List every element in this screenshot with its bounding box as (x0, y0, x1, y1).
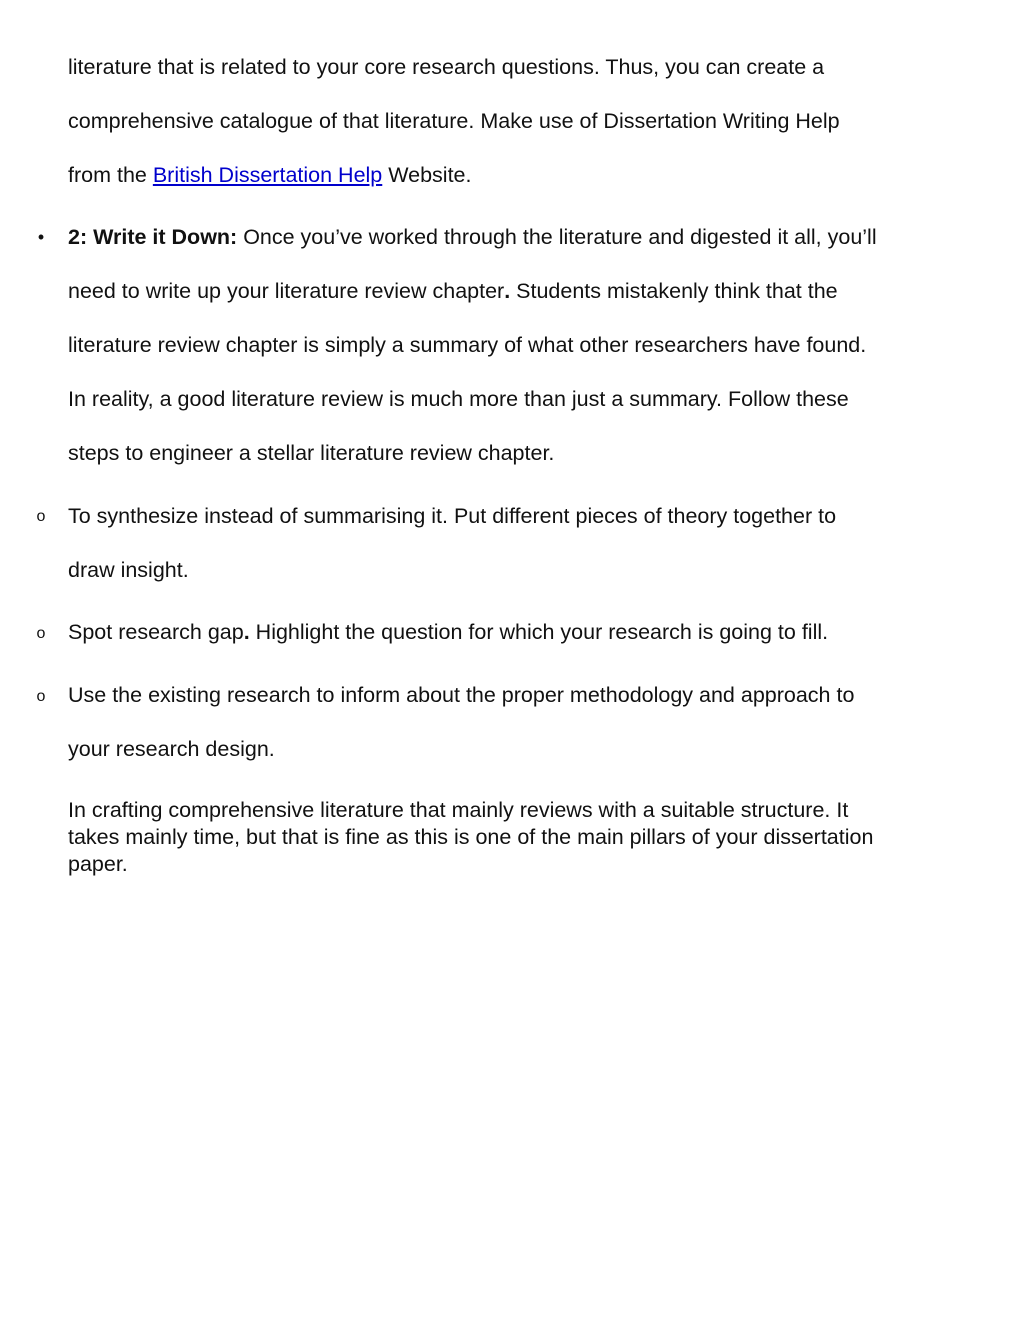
step2-line-2-b: Students mistakenly think that the (510, 279, 838, 303)
step2-line-1-text: Once you’ve worked through the literature and digested it all, you’ll (237, 225, 877, 249)
step2-paragraph (68, 210, 968, 480)
intro-line-2: comprehensive catalogue of that literature. Make use of Dissertation Writing Help (68, 109, 840, 133)
step2-bullet-icon: • (37, 227, 45, 247)
intro-line-1: literature that is related to your core research questions. Thus, you can create a (68, 55, 825, 79)
closing-paragraph (68, 797, 968, 878)
subitem-3-line-1: Use the existing research to inform about the proper methodology and approach to (68, 683, 855, 707)
subitem-3 (68, 668, 968, 776)
subitem-2-line-1-b: Highlight the question for which your research is going to fill. (249, 620, 829, 644)
intro-paragraph (68, 40, 968, 202)
subitem-2-bullet-icon: o (36, 625, 46, 642)
intro-line-3-prefix: from the (68, 163, 153, 187)
intro-line-3-suffix: Website. (382, 163, 472, 187)
subitem-3-bullet-icon: o (36, 688, 46, 705)
step2-line-1 (68, 210, 968, 264)
subitem-1-bullet-icon: o (36, 508, 46, 525)
british-dissertation-help-link[interactable]: British Dissertation Help (152, 163, 383, 187)
step2-line-4: In reality, a good literature review is much more than just a summary. Follow these (68, 387, 849, 411)
closing-line-3: paper. (68, 852, 128, 876)
step2-heading: 2: Write it Down: (68, 225, 238, 249)
subitem-3-line-2: your research design. (68, 737, 275, 761)
step2-line-5: steps to engineer a stellar literature review chapter. (68, 441, 555, 465)
subitem-2 (68, 605, 968, 659)
step2-line-2-period: . (504, 279, 511, 303)
step2-line-2 (68, 264, 968, 318)
closing-line-1: In crafting comprehensive literature that mainly reviews with a suitable structure. It (68, 798, 849, 822)
intro-line-3 (68, 148, 968, 202)
step2-line-2-a: need to write up your literature review chapter (68, 279, 505, 303)
step2-line-3: literature review chapter is simply a summary of what other researchers have found. (68, 333, 867, 357)
subitem-2-line-1-a: Spot research gap (68, 620, 244, 644)
subitem-2-line-1 (68, 605, 968, 659)
subitem-1-line-2: draw insight. (68, 558, 189, 582)
closing-line-2: takes mainly time, but that is fine as this is one of the main pillars of your dissertation (68, 825, 874, 849)
subitem-2-line-1-period: . (243, 620, 250, 644)
subitem-1-line-1: To synthesize instead of summarising it. Put different pieces of theory together to (68, 504, 837, 528)
subitem-1 (68, 489, 968, 597)
